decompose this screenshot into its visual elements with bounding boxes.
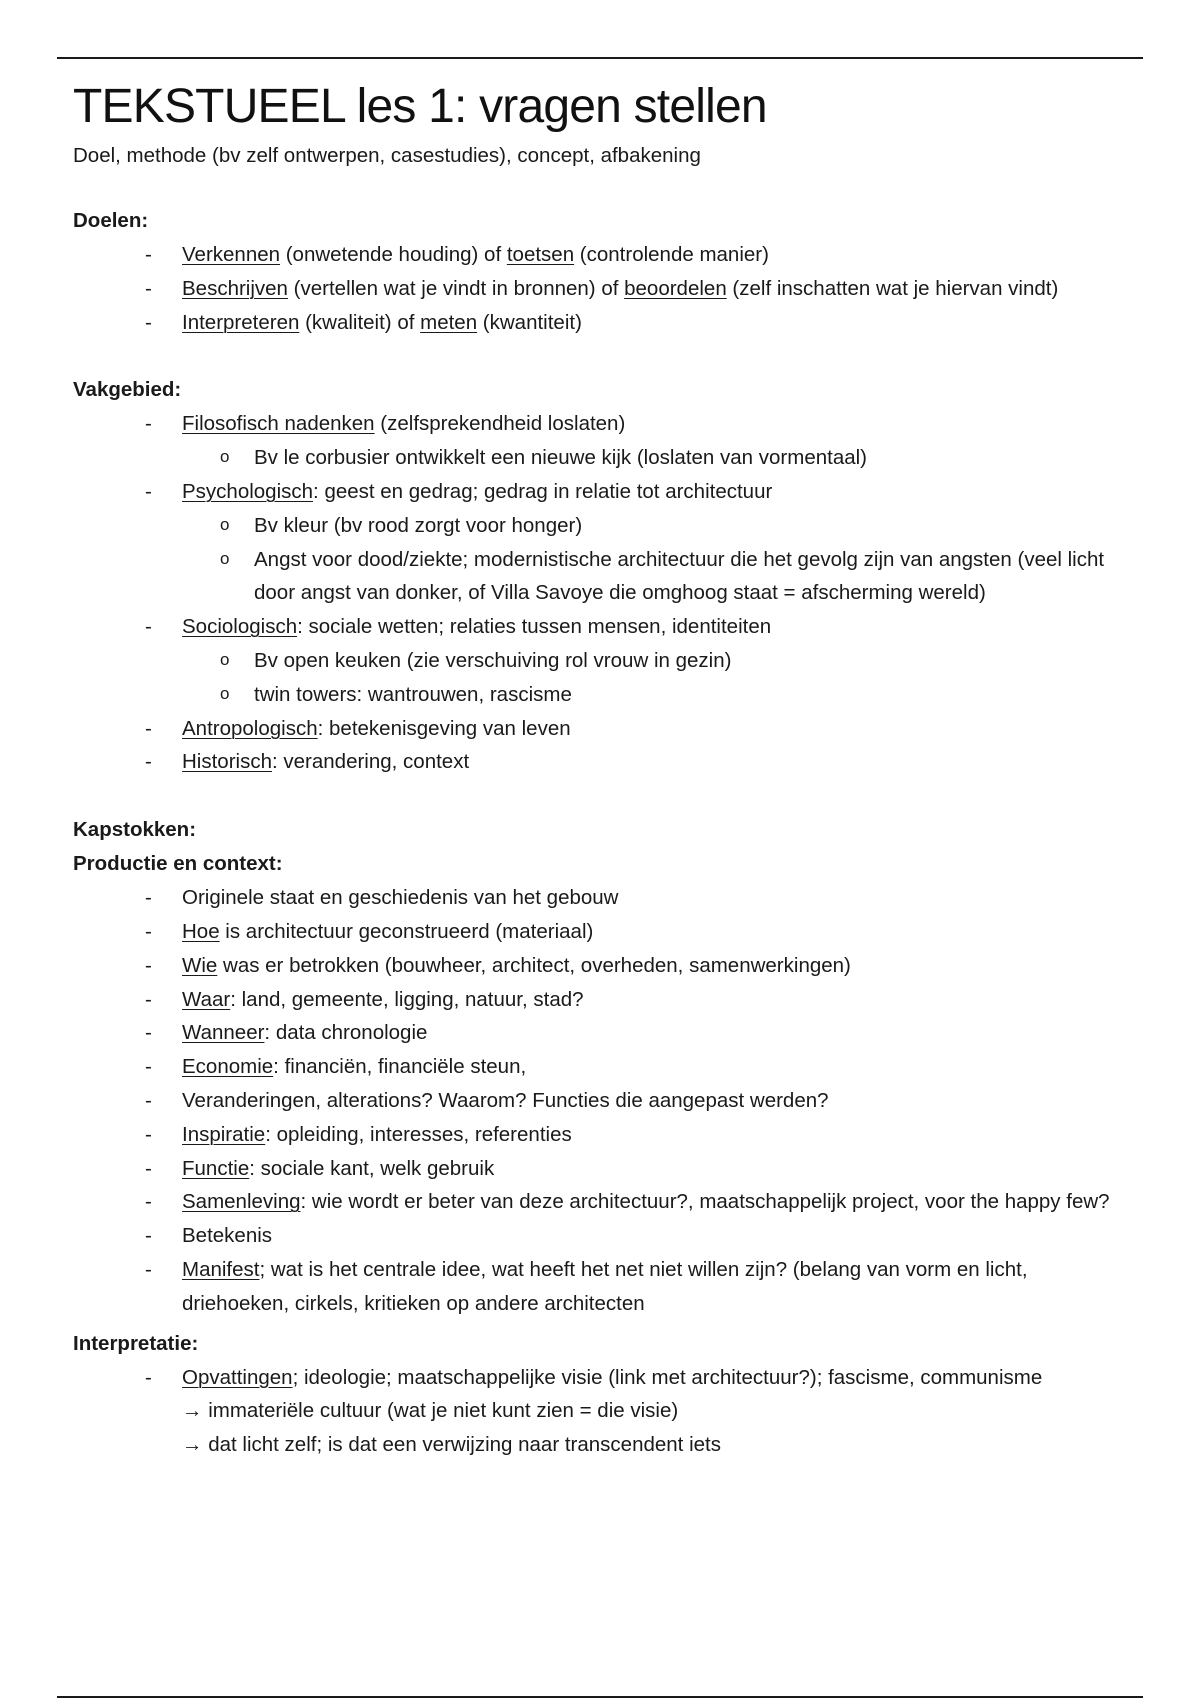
text: (zelfsprekendheid loslaten) [374, 412, 626, 436]
term: toetsen [506, 243, 575, 266]
term: Interpreteren [182, 310, 300, 334]
text: : sociale kant, welk gebruik [249, 1156, 495, 1180]
term: Inspiratie [182, 1122, 266, 1146]
list-doelen [73, 238, 1133, 339]
term: Hoe [182, 919, 220, 943]
sublist-item: o twin towers: wantrouwen, rascisme [182, 678, 1133, 712]
text: Veranderingen, alterations? Waarom? Functies die aangepast werden? [182, 1088, 829, 1112]
text: is architectuur geconstrueerd (materiaal) [219, 919, 594, 943]
list-item [73, 1084, 1133, 1118]
section-doelen [73, 204, 1133, 339]
section-interpretatie [73, 1327, 1133, 1462]
text: (onwetende houding) of [280, 243, 507, 266]
list-item [73, 949, 1133, 983]
heading-kapstokken: Kapstokken: [73, 818, 197, 842]
sublist [73, 441, 1133, 475]
list-vakgebied [73, 407, 1133, 779]
list-item [73, 1016, 1133, 1050]
list-item [73, 881, 1133, 915]
list-item [73, 272, 1133, 306]
subtitle: Doel, methode (bv zelf ontwerpen, casestudies), concept, afbakening [73, 144, 701, 167]
section-kapstokken [73, 813, 1133, 1320]
list-item [73, 238, 1133, 272]
arrow-note: → immateriële cultuur (wat je niet kunt zien = die visie) [182, 1399, 679, 1423]
term: Opvattingen [182, 1365, 293, 1389]
list-item [73, 1219, 1133, 1253]
list-item [73, 745, 1133, 779]
heading-interpretatie: Interpretatie: [73, 1331, 199, 1355]
arrow-note: → dat licht zelf; is dat een verwijzing naar transcendent iets [182, 1433, 721, 1457]
sublist-item: o Bv open keuken (zie verschuiving rol vrouw in gezin) [182, 644, 1133, 678]
list-item [73, 1185, 1133, 1219]
term: Antropologisch [182, 716, 318, 740]
text: was er betrokken (bouwheer, architect, overheden, samenwerkingen) [217, 953, 851, 977]
page-title: TEKSTUEEL les 1: vragen stellen [73, 80, 767, 133]
term: Waar [182, 987, 231, 1011]
term: Wanneer [182, 1021, 265, 1045]
text: : betekenisgeving van leven [317, 716, 571, 740]
term: beoordelen [624, 276, 727, 300]
sublist-item: o Bv le corbusier ontwikkelt een nieuwe kijk (loslaten van vormentaal) [182, 441, 1133, 475]
text: : financiën, financiële steun, [273, 1055, 527, 1079]
list-item [73, 1118, 1133, 1152]
list-item [73, 1253, 1133, 1321]
term: Verkennen [182, 243, 281, 266]
text: : sociale wetten; relaties tussen mensen, identiteiten [297, 615, 772, 639]
list-item [73, 915, 1133, 949]
term: Economie [182, 1055, 274, 1079]
term: Beschrijven [182, 276, 288, 300]
text: : geest en gedrag; gedrag in relatie tot architectuur [313, 479, 773, 503]
text: Betekenis [182, 1224, 273, 1248]
text: : data chronologie [264, 1021, 428, 1045]
list-item [73, 983, 1133, 1017]
list-item [73, 407, 1133, 475]
term: Functie [182, 1156, 250, 1180]
text: ; wat is het centrale idee, wat heeft het net niet willen zijn? (belang van vorm en licht, driehoeken, cirkels, kritieken op andere architecten [182, 1257, 1028, 1315]
document-page [73, 78, 1133, 1462]
text: (kwantiteit) [477, 310, 582, 334]
heading-doelen: Doelen: [73, 209, 149, 232]
list-item [73, 1050, 1133, 1084]
text: (kwaliteit) of [299, 310, 421, 334]
text: (zelf inschatten wat je hiervan vindt) [726, 276, 1059, 300]
bottom-rule [57, 1696, 1143, 1698]
sublist-item: o Angst voor dood/ziekte; modernistische architectuur die het gevolg zijn van angsten (veel licht door angst van donker, of Villa Savoye die omghoog staat = afscherming wereld) [182, 543, 1133, 611]
term: Filosofisch nadenken [182, 412, 375, 436]
text: (controlende manier) [574, 243, 769, 266]
term: Samenleving [182, 1190, 301, 1214]
list-item [73, 306, 1133, 340]
text: : land, gemeente, ligging, natuur, stad? [230, 987, 584, 1011]
list-item [73, 610, 1133, 711]
section-vakgebied [73, 373, 1133, 779]
heading-vakgebied: Vakgebied: [73, 378, 182, 402]
term: Sociologisch [182, 615, 298, 639]
list-item [73, 1152, 1133, 1186]
text: : verandering, context [272, 750, 470, 774]
term: Psychologisch [182, 479, 314, 503]
list-item [73, 1361, 1133, 1462]
sublist [73, 644, 1133, 712]
heading-productie: Productie en context: [73, 852, 283, 876]
term: Historisch [182, 750, 272, 774]
list-productie [73, 881, 1133, 1320]
sublist [73, 509, 1133, 610]
list-item [73, 475, 1133, 610]
text: Originele staat en geschiedenis van het gebouw [182, 886, 619, 910]
list-item [73, 712, 1133, 746]
term: Wie [182, 953, 218, 977]
text: ; ideologie; maatschappelijke visie (link met architectuur?); fascisme, communisme [292, 1365, 1043, 1389]
term: Manifest [182, 1257, 260, 1281]
text: : wie wordt er beter van deze architectuur?, maatschappelijk project, voor the happy few? [300, 1190, 1110, 1214]
text: : opleiding, interesses, referenties [265, 1122, 572, 1146]
term: meten [420, 310, 478, 334]
list-interpretatie [73, 1361, 1133, 1462]
sublist-item: o Bv kleur (bv rood zorgt voor honger) [182, 509, 1133, 543]
top-rule [57, 57, 1143, 59]
text: (vertellen wat je vindt in bronnen) of [287, 276, 625, 300]
